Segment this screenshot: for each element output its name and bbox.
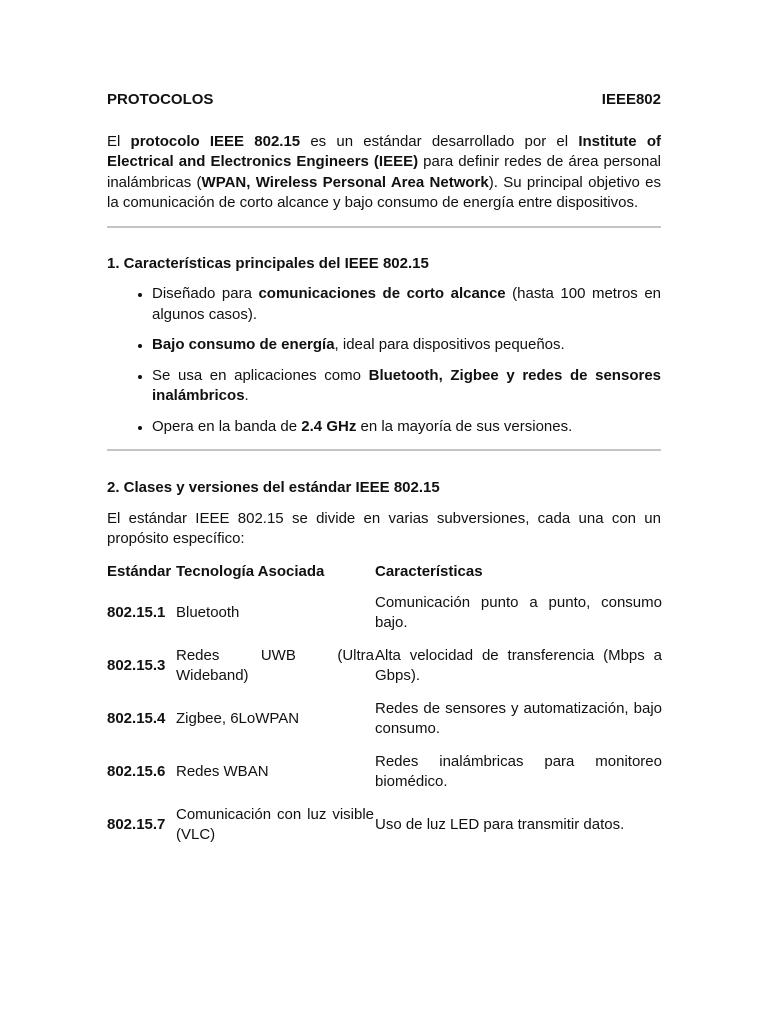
table-cell-standard: 802.15.3: [107, 656, 166, 674]
document-header: [107, 90, 661, 111]
table-row: [106, 640, 662, 693]
section-2-title: 2. Clases y versiones del estándar IEEE 802.15: [107, 479, 440, 496]
header-right-title: IEEE802: [601, 91, 661, 108]
table-cell-characteristics: Comunicación punto a punto, consumo bajo.: [375, 593, 662, 631]
table-cell-technology: Redes UWB (Ultra Wideband): [176, 646, 374, 684]
section-1-title: 1. Características principales del IEEE 802.15: [107, 254, 429, 272]
list-item-bold: Bluetooth, Zigbee y redes de sensores inalámbricos: [152, 366, 661, 404]
list-item: [152, 284, 661, 325]
intro-bold-institute: Institute of Electrical and Electronics Engineers (IEEE): [107, 132, 661, 170]
table-header-row: [106, 561, 662, 587]
intro-bold-wpan: WPAN, Wireless Personal Area Network: [201, 173, 489, 191]
intro-text-3: para definir redes de área personal inalámbricas (: [107, 153, 661, 191]
table-cell-standard: 802.15.7: [107, 815, 166, 833]
list-item-bold: Bajo consumo de energía: [152, 336, 335, 353]
intro-paragraph: [107, 132, 661, 214]
list-item-bold: 2.4 GHz: [301, 417, 357, 435]
table-cell-technology: Comunicación con luz visible (VLC): [176, 805, 374, 843]
table-cell-standard: 802.15.1: [107, 603, 166, 621]
table-cell-standard: 802.15.6: [107, 762, 166, 780]
list-item-text: Opera en la banda de: [152, 417, 302, 435]
table-cell-characteristics: Alta velocidad de transferencia (Mbps a Gbps).: [375, 646, 662, 684]
intro-bold-protocol: protocolo IEEE 802.15: [130, 132, 301, 150]
list-item-text: , ideal para dispositivos pequeños.: [334, 336, 565, 353]
list-item: [152, 366, 661, 407]
intro-text-2: es un estándar desarrollado por el: [300, 132, 579, 150]
table-row: [106, 587, 662, 640]
table-row: [106, 746, 662, 799]
intro-text-1: El: [107, 132, 131, 150]
document-content: [107, 90, 661, 852]
table-cell-characteristics: Redes de sensores y automatización, bajo consumo.: [375, 699, 662, 737]
table-row: [106, 799, 662, 852]
list-item-text: (hasta 100 metros en algunos casos).: [152, 285, 661, 323]
list-item: [152, 417, 661, 438]
list-item-text: Diseñado para: [152, 285, 259, 302]
table-header-cell: Características: [375, 563, 483, 581]
divider-1: [107, 226, 661, 228]
table-cell-characteristics: Redes inalámbricas para monitoreo biomédico.: [375, 752, 662, 790]
table-header-cell: Tecnología Asociada: [176, 563, 325, 581]
list-item-bold: comunicaciones de corto alcance: [258, 285, 506, 302]
section-2-paragraph: El estándar IEEE 802.15 se divide en varias subversiones, cada una con un propósito específico:: [107, 509, 661, 547]
table-row: [106, 693, 662, 746]
intro-text-4: ). Su principal objetivo es la comunicación de corto alcance y bajo consumo de energía entre dispositivos.: [107, 173, 661, 211]
table-cell-technology: Zigbee, 6LoWPAN: [176, 709, 300, 727]
features-list: [107, 284, 661, 437]
standards-table: [106, 561, 662, 852]
list-item: [152, 335, 661, 356]
divider-2: [107, 449, 661, 451]
header-left-title: PROTOCOLOS: [107, 91, 214, 108]
list-item-text: en la mayoría de sus versiones.: [356, 417, 573, 435]
table-cell-characteristics: Uso de luz LED para transmitir datos.: [375, 815, 625, 833]
table-cell-standard: 802.15.4: [107, 709, 166, 727]
list-item-text: .: [244, 387, 249, 404]
table-cell-technology: Redes WBAN: [176, 762, 269, 780]
list-item-text: Se usa en aplicaciones como: [152, 366, 369, 384]
table-header-cell: Estándar: [107, 563, 172, 581]
table-cell-technology: Bluetooth: [176, 603, 240, 621]
